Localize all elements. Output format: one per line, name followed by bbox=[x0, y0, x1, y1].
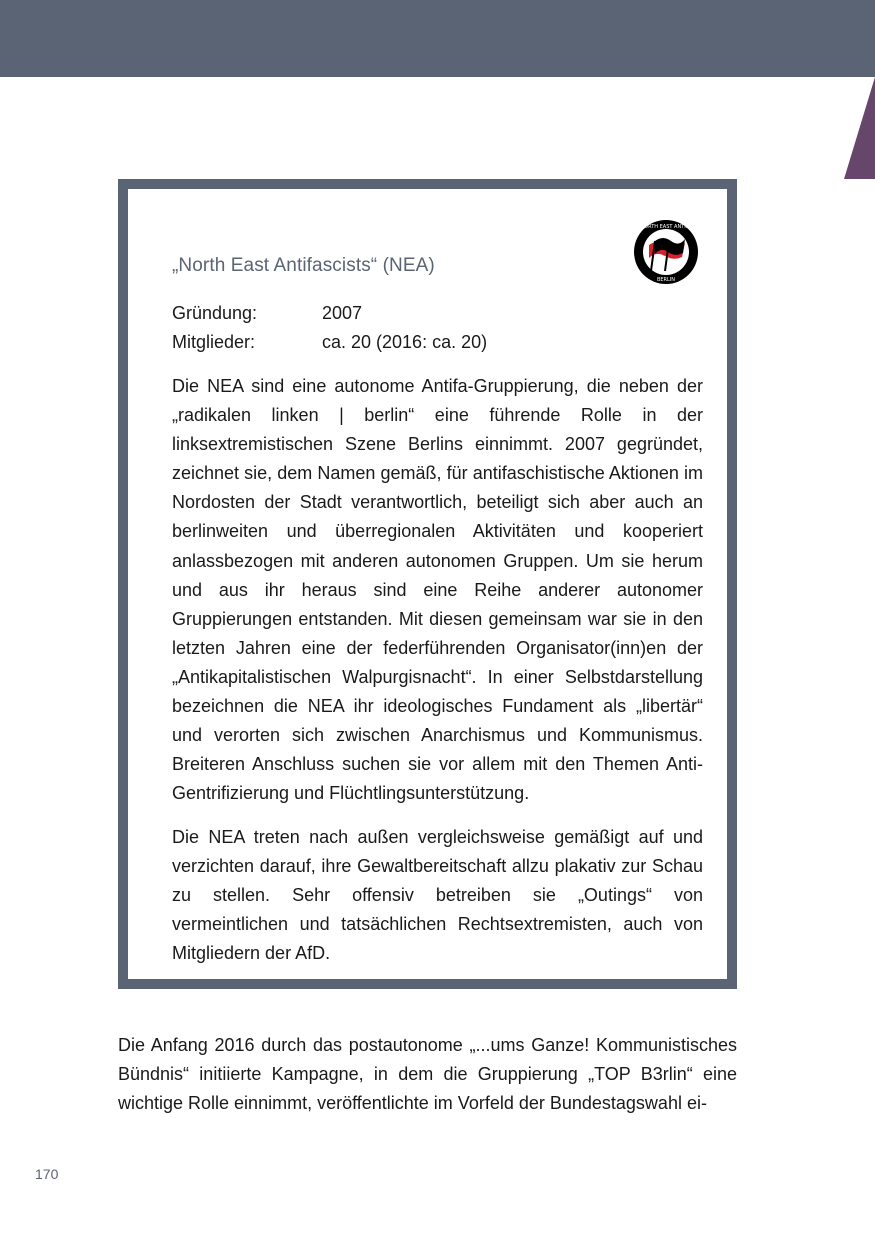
svg-text:NORTH EAST ANTIFA: NORTH EAST ANTIFA bbox=[640, 224, 692, 230]
page-number: 170 bbox=[35, 1166, 59, 1182]
fact-value: 2007 bbox=[322, 303, 363, 323]
antifa-flag-logo-icon bbox=[633, 219, 699, 285]
header-band bbox=[0, 0, 875, 77]
svg-text:BERLIN: BERLIN bbox=[656, 277, 676, 283]
box-paragraph-2: Die NEA treten nach außen vergleichsweise gemäßigt auf und verzichten darauf, ihre Gewaltbereitschaft allzu plakativ zur Schau zu stellen. Sehr offensiv betreiben sie „Outings“ von vermeintlichen und tatsächlichen Rechtsextremisten, auch von Mitgliedern der AfD. bbox=[172, 827, 703, 964]
box-title: „North East Antifascists“ (NEA) bbox=[172, 255, 435, 276]
facts-list bbox=[172, 299, 487, 357]
body-paragraph: Die Anfang 2016 durch das postautonome „...ums Ganze! Kommunistisches Bündnis“ initiierte Kampagne, in dem die Gruppierung „TOP B3rlin“ eine wichtige Rolle einnimmt, veröffentlichte im Vorfeld der Bundestagswahl ei- bbox=[118, 1035, 737, 1114]
fact-label: Gründung: bbox=[172, 303, 258, 323]
fact-label: Mitglieder: bbox=[172, 332, 256, 352]
info-box bbox=[118, 179, 737, 989]
accent-triangle bbox=[844, 77, 875, 179]
fact-value: ca. 20 (2016: ca. 20) bbox=[322, 332, 488, 352]
fact-founding bbox=[172, 299, 487, 328]
box-paragraph-1: Die NEA sind eine autonome Antifa-Gruppierung, die neben der „radikalen linken | berlin“ eine führende Rolle in der linksextremistischen Szene Berlins einnimmt. 2007 gegründet, zeichnet sie, dem Namen gemäß, für antifaschistische Aktionen im Nordosten der Stadt verantwortlich, beteiligt sich aber auch an berlinweiten und überregionalen Aktivitäten und kooperiert anlassbezogen mit anderen autonomen Gruppen. Um sie herum und aus ihr heraus sind eine Reihe anderer autonomer Gruppierungen entstanden. Mit diesen gemeinsam war sie in den letzten Jahren eine der federführenden Organisator(inn)en der „Antikapitalistischen Walpurgisnacht“. In einer Selbstdarstellung bezeichnen die NEA ihr ideologisches Fundament als „libertär“ und verorten sich zwischen Anarchismus und Kommunismus. Breiteren Anschluss suchen sie vor allem mit den Themen Anti-Gentrifizierung und Flüchtlingsunterstützung. bbox=[172, 376, 703, 804]
fact-members bbox=[172, 328, 487, 357]
